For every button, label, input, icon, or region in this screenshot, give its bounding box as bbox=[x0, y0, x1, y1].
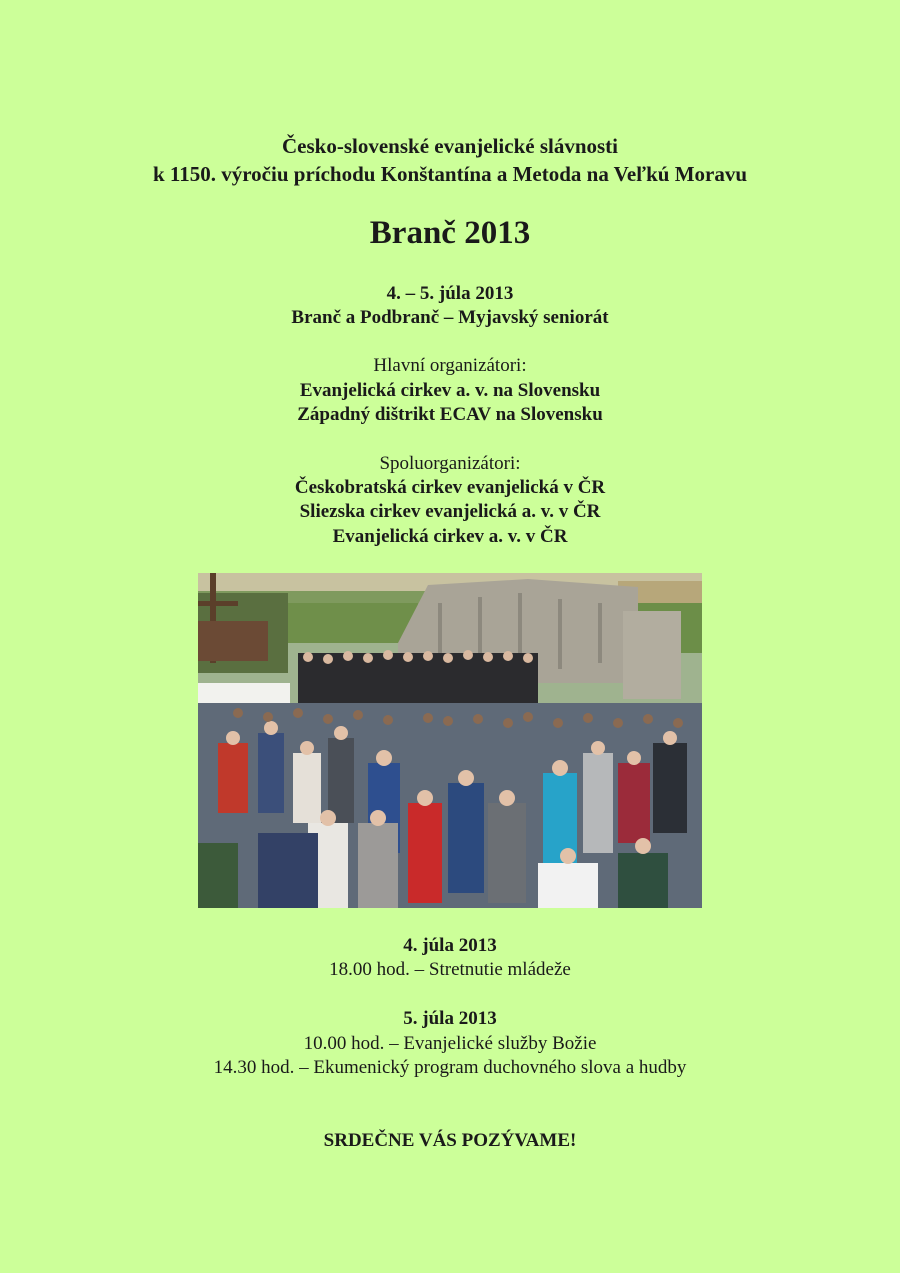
day1-label: 4. júla 2013 bbox=[403, 935, 497, 956]
event-place: Branč a Podbranč – Myjavský seniorát bbox=[291, 307, 609, 328]
page-title: Branč 2013 bbox=[369, 215, 531, 251]
day2-item-2: 14.30 hod. – Ekumenický program duchovného slova a hudby bbox=[213, 1057, 687, 1078]
header-line-2: k 1150. výročiu príchodu Konštantína a Metoda na Veľkú Moravu bbox=[152, 162, 748, 186]
co-organizer-1: Českobratská cirkev evanjelická v ČR bbox=[294, 477, 606, 498]
co-organizer-2: Sliezska cirkev evanjelická a. v. v ČR bbox=[299, 501, 601, 522]
day1-item-1: 18.00 hod. – Stretnutie mládeže bbox=[329, 959, 571, 980]
main-organizer-1: Evanjelická cirkev a. v. na Slovensku bbox=[299, 380, 601, 401]
main-organizer-2: Západný dištrikt ECAV na Slovensku bbox=[297, 404, 603, 425]
event-dates: 4. – 5. júla 2013 bbox=[386, 283, 514, 304]
event-photo bbox=[198, 573, 702, 908]
day2-label: 5. júla 2013 bbox=[403, 1008, 497, 1029]
main-organizers-label: Hlavní organizátori: bbox=[373, 355, 527, 376]
day2-item-1: 10.00 hod. – Evanjelické služby Božie bbox=[303, 1033, 597, 1054]
co-organizers-label: Spoluorganizátori: bbox=[379, 453, 521, 474]
invitation-text: SRDEČNE VÁS POZÝVAME! bbox=[323, 1130, 577, 1151]
co-organizer-3: Evanjelická cirkev a. v. v ČR bbox=[332, 526, 568, 547]
header-line-1: Česko-slovenské evanjelické slávnosti bbox=[282, 134, 618, 158]
